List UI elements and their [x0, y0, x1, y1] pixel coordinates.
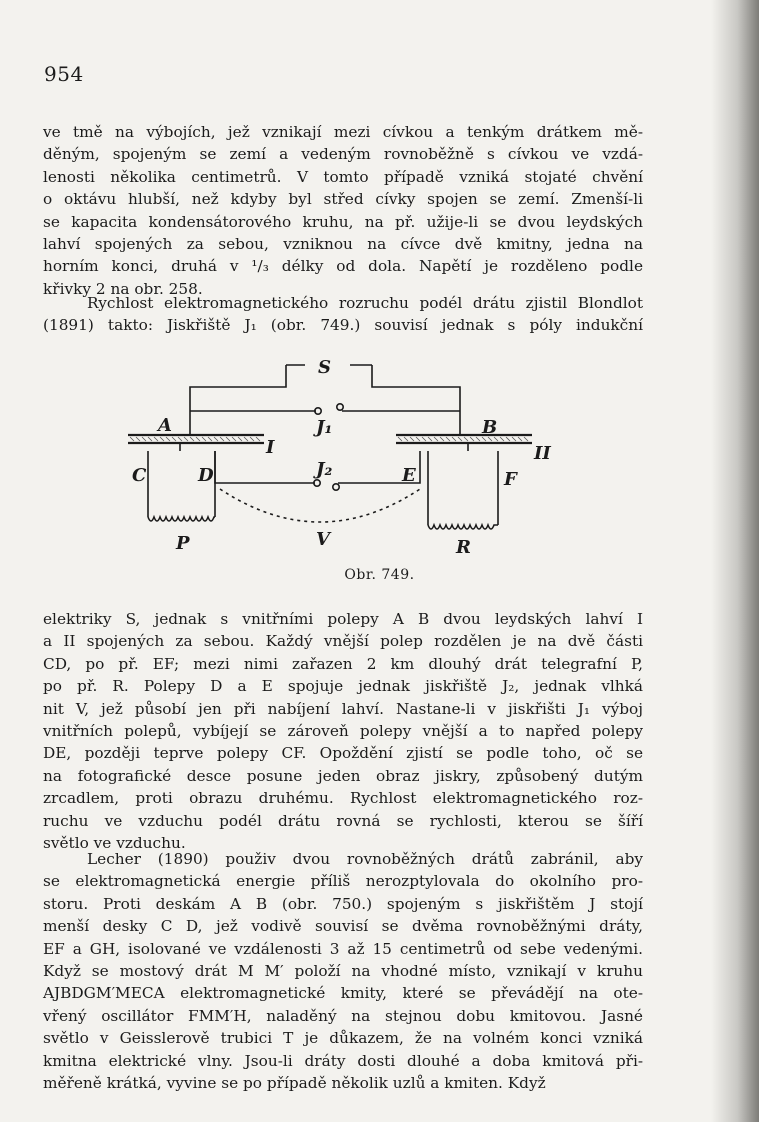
text-line: světlo v Geisslerově trubici T je důkazem, že na volném konci vzniká — [43, 1029, 643, 1048]
label-j2: J₂ — [316, 459, 333, 480]
label-f: F — [504, 469, 517, 490]
text-line: se elektromagnetická energie příliš nerozptylovala do okolního pro- — [43, 872, 643, 891]
label-v: V — [316, 529, 330, 550]
thread-v — [220, 489, 420, 522]
text-line: Rychlost elektromagnetického rozruchu podél drátu zjistil Blondlot — [87, 294, 643, 312]
text-line: světlo ve vzduchu. — [43, 834, 186, 853]
text-line: lahví spojených za sebou, vzniknou na cívce dvě kmitny, jedna na — [43, 235, 643, 254]
text-line: měřeně krátká, vyvine se po případě několik uzlů a kmiten. Když — [43, 1074, 546, 1093]
label-b: B — [482, 417, 498, 438]
wire-p-zigzag — [148, 517, 215, 521]
label-s: S — [318, 357, 331, 378]
paragraph-4 — [43, 848, 643, 1094]
text-line: nit V, jež působí jen při nabíjení lahví. Nastane-li v jiskřišti J₁ výboj — [43, 699, 643, 718]
text-line: elektriky S, jednak s vnitřními polepy A B dvou leydských lahví I — [43, 610, 643, 628]
text-line: Lecher (1890) použiv dvou rovnoběžných drátů zabránil, aby — [87, 850, 643, 868]
text-line: horním konci, druhá v ¹/₃ délky od dola. Napětí je rozděleno podle — [43, 257, 643, 276]
wire-s-left — [190, 365, 286, 435]
paragraph-2 — [43, 292, 643, 337]
label-c: C — [132, 465, 147, 486]
hatch-left — [130, 437, 260, 441]
text-line: lenosti několika centimetrů. V tomto případě vzniká stojaté chvění — [43, 167, 643, 186]
wire-d-j2 — [215, 451, 315, 483]
label-p: P — [176, 533, 190, 554]
text-line: CD, po př. EF; mezi nimi zařazen 2 km dlouhý drát telegrafní P, — [43, 654, 643, 673]
hatch-right — [398, 437, 528, 441]
label-r: R — [456, 537, 471, 558]
label-ii: II — [534, 443, 551, 464]
label-e: E — [402, 465, 416, 486]
spark-ball-j1-right — [337, 404, 343, 410]
figure-caption: Obr. 749. — [344, 567, 415, 583]
text-line: a II spojených za sebou. Každý vnější polep rozdělen je na dvě části — [43, 632, 643, 651]
text-line: na fotografické desce posune jeden obraz jiskry, způsobený dutým — [43, 766, 643, 785]
wire-r-zigzag — [428, 525, 498, 529]
text-line: AJBDGM′MECA elektromagnetické kmity, které se převádějí na ote- — [43, 984, 643, 1003]
label-j1: J₁ — [316, 417, 333, 438]
text-line: vřený oscillátor FMM′H, naladěný na stejnou dobu kmitovou. Jasné — [43, 1006, 643, 1025]
text-line: zrcadlem, proti obrazu druhému. Rychlost elektromagnetického roz- — [43, 789, 643, 808]
text-line: kmitna elektrické vlny. Jsou-li dráty dosti dlouhé a doba kmitová při- — [43, 1051, 643, 1070]
wire-s-right — [372, 365, 460, 435]
figure-749-diagram — [120, 355, 680, 570]
text-line: menší desky C D, jež vodivě souvisí se dvěma rovnoběžnými dráty, — [43, 917, 643, 936]
label-i: I — [266, 437, 275, 458]
text-line: křivky 2 na obr. 258. — [43, 279, 203, 298]
text-line: vnitřních polepů, vybíjejí se zároveň polepy vnější a to napřed polepy — [43, 722, 643, 741]
text-line: děným, spojeným se zemí a vedeným rovnoběžně s cívkou ve vzdá- — [43, 145, 643, 164]
label-a: A — [158, 415, 172, 436]
text-line: ruchu ve vzduchu podél drátu rovná se rychlosti, kterou se šíří — [43, 811, 643, 830]
label-d: D — [198, 465, 214, 486]
text-line: Když se mostový drát M M′ položí na vhodné místo, vznikají v kruhu — [43, 962, 643, 981]
text-line: storu. Proti deskám A B (obr. 750.) spojeným s jiskřištěm J stojí — [43, 894, 643, 913]
paragraph-3 — [43, 608, 643, 854]
text-line: (1891) takto: Jiskřiště J₁ (obr. 749.) souvisí jednak s póly indukční — [43, 316, 643, 335]
text-line: se kapacita kondensátorového kruhu, na př. užije-li se dvou leydských — [43, 212, 643, 231]
paragraph-1 — [43, 121, 643, 300]
text-line: o oktávu hlubší, než kdyby byl střed cívky spojen se zemí. Zmenší-li — [43, 190, 643, 209]
text-line: ve tmě na výbojích, jež vznikají mezi cívkou a tenkým drátkem mě- — [43, 123, 643, 141]
text-line: EF a GH, isolované ve vzdálenosti 3 až 15 centimetrů od sebe vedenými. — [43, 939, 643, 958]
page-edge-shadow — [711, 0, 759, 1122]
page-number: 954 — [44, 62, 84, 86]
spark-ball-j2-right — [333, 484, 339, 490]
text-line: po př. R. Polepy D a E spojuje jednak jiskřiště J₂, jednak vlhká — [43, 677, 643, 696]
wire-r-sides — [428, 451, 498, 525]
text-line: DE, později teprve polepy CF. Opoždění zjistí se podle toho, oč se — [43, 744, 643, 763]
